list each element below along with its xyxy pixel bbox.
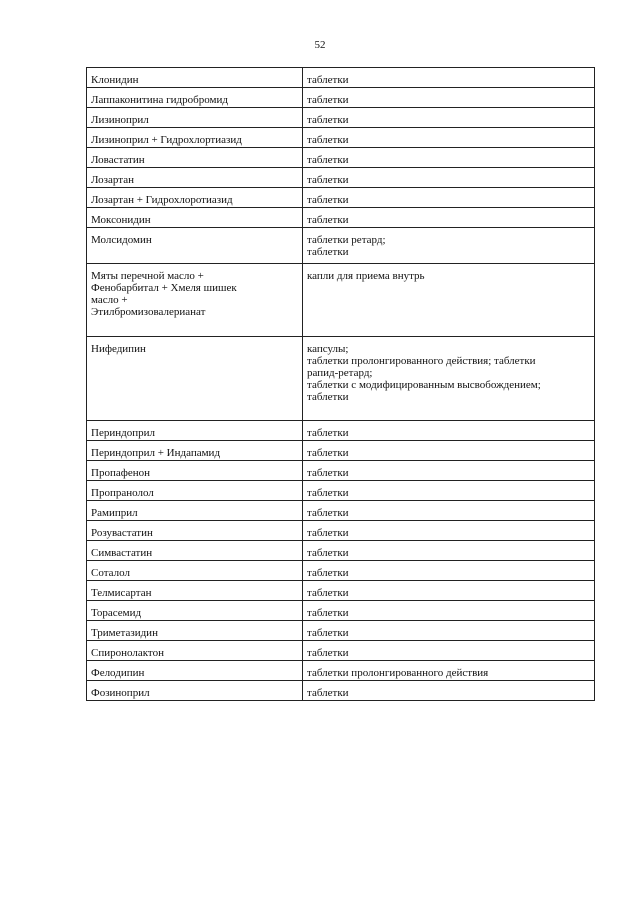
dosage-form-line: таблетки	[307, 194, 349, 206]
drug-name-line: Периндоприл	[91, 427, 155, 439]
drug-name-cell	[87, 264, 303, 337]
dosage-form-line: таблетки	[307, 447, 349, 459]
table-row	[87, 521, 595, 541]
table-row	[87, 337, 595, 421]
table-row	[87, 228, 595, 264]
table-row	[87, 168, 595, 188]
drug-name-line: Симвастатин	[91, 547, 153, 559]
dosage-form-line: таблетки	[307, 487, 349, 499]
dosage-form-line: таблетки	[307, 507, 349, 519]
drug-name-cell	[87, 108, 303, 128]
dosage-form-cell	[303, 421, 595, 441]
dosage-form-cell	[303, 641, 595, 661]
dosage-form-line: таблетки	[307, 547, 349, 559]
dosage-form-line: таблетки пролонгированного действия	[307, 667, 489, 679]
table-row	[87, 601, 595, 621]
drug-name-cell	[87, 661, 303, 681]
drug-name-cell	[87, 541, 303, 561]
table-row	[87, 88, 595, 108]
drug-name-cell	[87, 148, 303, 168]
drug-name-line: Фелодипин	[91, 667, 145, 679]
dosage-form-cell	[303, 481, 595, 501]
table-row	[87, 661, 595, 681]
table-row	[87, 188, 595, 208]
drug-name-line: Соталол	[91, 567, 130, 579]
drug-name-line: Ловастатин	[91, 154, 145, 166]
dosage-form-line: таблетки	[307, 134, 349, 146]
dosage-form-line: капсулы;	[307, 343, 349, 355]
dosage-form-line: таблетки	[307, 647, 349, 659]
drug-name-line: Розувастатин	[91, 527, 153, 539]
drug-name-line: Рамиприл	[91, 507, 138, 519]
drug-name-cell	[87, 561, 303, 581]
dosage-form-line: таблетки	[307, 114, 349, 126]
drug-name-cell	[87, 641, 303, 661]
dosage-form-cell	[303, 621, 595, 641]
drug-name-line: Фозиноприл	[91, 687, 150, 699]
drug-name-cell	[87, 621, 303, 641]
dosage-form-cell	[303, 581, 595, 601]
dosage-form-line: таблетки	[307, 246, 349, 258]
drug-name-line: Торасемид	[91, 607, 142, 619]
drug-name-line: Лизиноприл + Гидрохлортиазид	[91, 134, 242, 146]
table-row	[87, 148, 595, 168]
drug-table	[86, 67, 595, 701]
dosage-form-line: рапид-ретард;	[307, 367, 373, 379]
drug-name-line: Лозартан	[91, 174, 134, 186]
table-row	[87, 581, 595, 601]
drug-name-line: Этилбромизовалерианат	[91, 306, 206, 318]
dosage-form-cell	[303, 661, 595, 681]
drug-name-cell	[87, 88, 303, 108]
drug-name-line: Лизиноприл	[91, 114, 149, 126]
dosage-form-cell	[303, 208, 595, 228]
dosage-form-cell	[303, 68, 595, 88]
table-row	[87, 461, 595, 481]
drug-name-cell	[87, 421, 303, 441]
dosage-form-cell	[303, 128, 595, 148]
table-row	[87, 621, 595, 641]
drug-name-line: Лаппаконитина гидробромид	[91, 94, 228, 106]
drug-name-cell	[87, 601, 303, 621]
dosage-form-line: таблетки	[307, 527, 349, 539]
table-row	[87, 641, 595, 661]
drug-name-cell	[87, 501, 303, 521]
dosage-form-line: таблетки	[307, 74, 349, 86]
dosage-form-cell	[303, 168, 595, 188]
table-row	[87, 421, 595, 441]
dosage-form-line: таблетки	[307, 427, 349, 439]
dosage-form-line: таблетки с модифицированным высвобождением;	[307, 379, 541, 391]
drug-name-cell	[87, 581, 303, 601]
dosage-form-line: таблетки пролонгированного действия; таблетки	[307, 355, 536, 367]
drug-name-cell	[87, 228, 303, 264]
table-row	[87, 501, 595, 521]
dosage-form-line: таблетки	[307, 391, 349, 403]
dosage-form-line: капли для приема внутрь	[307, 270, 425, 282]
dosage-form-cell	[303, 108, 595, 128]
dosage-form-cell	[303, 337, 595, 421]
drug-name-cell	[87, 208, 303, 228]
drug-name-line: Периндоприл + Индапамид	[91, 447, 221, 459]
table-row	[87, 541, 595, 561]
drug-table-body	[87, 68, 595, 701]
dosage-form-cell	[303, 561, 595, 581]
dosage-form-cell	[303, 601, 595, 621]
drug-name-line: Клонидин	[91, 74, 139, 86]
drug-name-line: Пропафенон	[91, 467, 150, 479]
dosage-form-line: таблетки	[307, 154, 349, 166]
table-row	[87, 108, 595, 128]
drug-name-line: Молсидомин	[91, 234, 152, 246]
drug-name-cell	[87, 681, 303, 701]
dosage-form-cell	[303, 188, 595, 208]
drug-name-cell	[87, 481, 303, 501]
drug-name-cell	[87, 188, 303, 208]
drug-name-line: Моксонидин	[91, 214, 151, 226]
drug-name-line: масло +	[91, 294, 128, 306]
table-row	[87, 68, 595, 88]
drug-name-line: Лозартан + Гидрохлоротиазид	[91, 194, 233, 206]
table-row	[87, 441, 595, 461]
dosage-form-line: таблетки	[307, 587, 349, 599]
drug-name-cell	[87, 337, 303, 421]
dosage-form-cell	[303, 148, 595, 168]
dosage-form-line: таблетки	[307, 607, 349, 619]
dosage-form-cell	[303, 228, 595, 264]
drug-name-line: Пропранолол	[91, 487, 154, 499]
drug-name-line: Спиронолактон	[91, 647, 164, 659]
dosage-form-line: таблетки	[307, 567, 349, 579]
page-number: 52	[314, 39, 326, 51]
dosage-form-line: таблетки	[307, 214, 349, 226]
dosage-form-cell	[303, 461, 595, 481]
drug-name-line: Триметазидин	[91, 627, 158, 639]
dosage-form-line: таблетки	[307, 174, 349, 186]
drug-name-line: Мяты перечной масло +	[91, 270, 204, 282]
dosage-form-line: таблетки	[307, 627, 349, 639]
dosage-form-line: таблетки ретард;	[307, 234, 386, 246]
table-row	[87, 561, 595, 581]
drug-name-cell	[87, 128, 303, 148]
table-row	[87, 264, 595, 337]
dosage-form-cell	[303, 541, 595, 561]
drug-name-cell	[87, 461, 303, 481]
drug-name-line: Телмисартан	[91, 587, 152, 599]
table-row	[87, 681, 595, 701]
drug-name-cell	[87, 68, 303, 88]
dosage-form-cell	[303, 681, 595, 701]
dosage-form-line: таблетки	[307, 94, 349, 106]
drug-name-cell	[87, 521, 303, 541]
dosage-form-cell	[303, 441, 595, 461]
dosage-form-cell	[303, 521, 595, 541]
table-row	[87, 128, 595, 148]
drug-name-line: Фенобарбитал + Хмеля шишек	[91, 282, 237, 294]
drug-name-line: Нифедипин	[91, 343, 146, 355]
drug-name-cell	[87, 168, 303, 188]
dosage-form-line: таблетки	[307, 467, 349, 479]
dosage-form-cell	[303, 264, 595, 337]
dosage-form-cell	[303, 88, 595, 108]
drug-name-cell	[87, 441, 303, 461]
table-row	[87, 208, 595, 228]
dosage-form-line: таблетки	[307, 687, 349, 699]
dosage-form-cell	[303, 501, 595, 521]
table-row	[87, 481, 595, 501]
